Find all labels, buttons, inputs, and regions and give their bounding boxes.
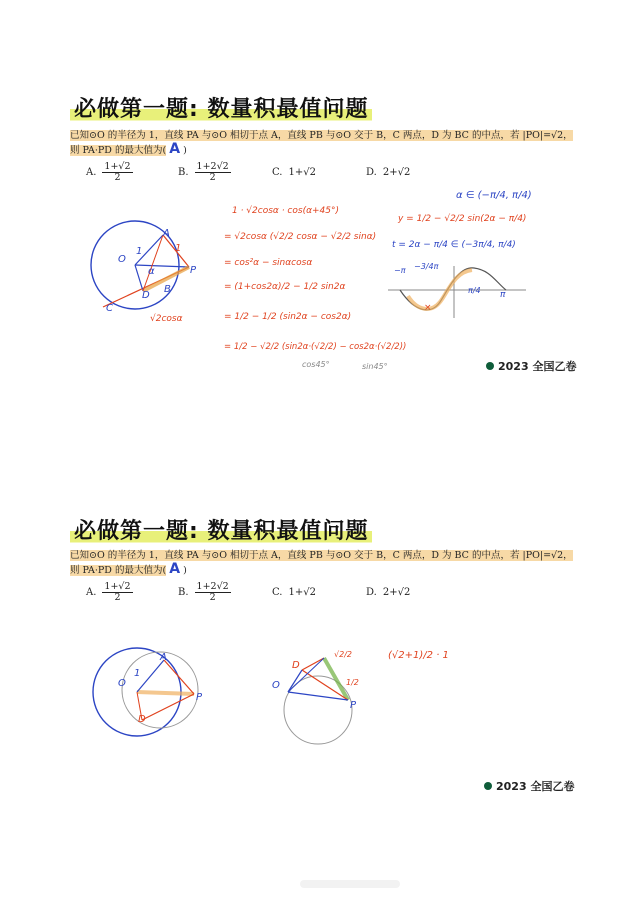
y-equation: y = 1/2 − √2/2 sin(2α − π/4) (398, 214, 527, 224)
option-b-2[interactable] (178, 582, 231, 604)
sin45-note: sin45° (362, 362, 388, 371)
fraction-num: 1+2√2 (196, 581, 229, 592)
option-letter: D. (366, 587, 377, 598)
label-d: D (142, 290, 150, 301)
line-pa-2 (164, 660, 194, 694)
line-pd-2 (142, 694, 194, 720)
answer-mark: A (169, 561, 181, 577)
problem-text: 已知⊙O 的半径为 1，直线 PA 与⊙O 相切于点 A，直线 PB 与⊙O 交于 B，C 两点，D 为 BC 的中点，若 |PO|=√2， (70, 130, 573, 141)
label-o-2: O (118, 678, 126, 689)
badge-dot-icon (484, 782, 492, 790)
work-step-6: = 1/2 − √2/2 (sin2α·(√2/2) − cos2α·(√2/2)) (224, 342, 407, 352)
graph-neg-3pi4: −3/4π (414, 262, 439, 271)
option-letter: A. (86, 167, 97, 179)
page-bottom-bar (300, 880, 400, 888)
badge-text: 2023 全国乙卷 (496, 780, 575, 793)
line-ap (324, 658, 348, 700)
fraction-num: 1+√2 (104, 161, 131, 172)
label-d-2: D (138, 714, 146, 725)
problem-question: 则 PA·PD 的最大值为( (70, 145, 167, 156)
cos45-note: cos45° (302, 360, 330, 369)
label-alpha: α (148, 266, 155, 277)
work-step-1: 1 · √2cosα · cos(α+45°) (232, 206, 340, 216)
label-o: O (118, 254, 126, 265)
line-oa-2 (137, 660, 164, 692)
label-1: 1 (136, 246, 143, 257)
problem-text: 已知⊙O 的半径为 1，直线 PA 与⊙O 相切于点 A，直线 PB 与⊙O 交于 B，C 两点，D 为 BC 的中点，若 |PO|=√2， (70, 550, 573, 561)
graph-pi4: π/4 (468, 286, 481, 295)
problem-line-1b (70, 547, 573, 561)
badge-text: 2023 全国乙卷 (498, 360, 577, 373)
alpha-range: α ∈ (−π/4, π/4) (456, 190, 532, 201)
min-mark: × (424, 303, 432, 313)
result-expression: (√2+1)/2 · 1 (388, 650, 449, 661)
label-half: 1/2 (346, 678, 359, 687)
fraction-num: 1+√2 (104, 581, 131, 592)
option-value: 1+√2 (288, 587, 316, 598)
work-step-5: = 1/2 − 1/2 (sin2α − cos2α) (224, 312, 352, 322)
line-op-3 (288, 692, 348, 700)
fraction-den: 2 (209, 592, 216, 604)
fraction-den: 2 (114, 172, 121, 184)
graph-pi: π (500, 290, 506, 300)
option-c-2[interactable] (272, 587, 316, 598)
label-p-3: P (350, 700, 357, 711)
label-b: B (164, 284, 171, 295)
option-value: 2+√2 (382, 587, 411, 598)
page-title-2: 必做第一题: 数量积最值问题 (70, 514, 372, 545)
option-value: 2+√2 (382, 167, 411, 178)
source-badge-2 (484, 778, 574, 794)
close-paren: ) (183, 565, 187, 576)
work-step-2: = √2cosα (√2/2 cosα − √2/2 sinα) (224, 232, 377, 242)
answer-mark: A (169, 141, 181, 157)
geometry-figure-2 (92, 640, 212, 750)
fraction-den: 2 (114, 592, 121, 604)
fraction-num: 1+2√2 (196, 161, 229, 172)
option-value: 1+√2 (288, 167, 316, 178)
label-a: A (163, 228, 170, 239)
label-a-2: A (160, 652, 167, 663)
option-letter: C. (272, 587, 283, 598)
option-letter: B. (178, 587, 189, 599)
option-a-2[interactable] (86, 582, 133, 604)
label-d-3: D (292, 660, 300, 671)
option-letter: D. (366, 167, 377, 178)
label-1b: 1 (175, 243, 182, 254)
option-d-2[interactable] (366, 587, 410, 598)
graph-neg-pi: −π (394, 266, 406, 275)
label-p: P (190, 265, 197, 276)
option-fraction (102, 582, 132, 604)
option-letter: B. (178, 167, 189, 179)
label-p-2: P (196, 692, 203, 703)
work-step-3: = cos²α − sinαcosα (224, 258, 313, 268)
work-step-4: = (1+cos2α)/2 − 1/2 sin2α (224, 282, 346, 292)
option-letter: C. (272, 167, 283, 178)
label-r2: √2/2 (334, 650, 352, 659)
close-paren: ) (183, 145, 187, 156)
label-o-3: O (272, 680, 280, 691)
fraction-den: 2 (209, 172, 216, 184)
circle-grey (122, 652, 198, 728)
problem-question: 则 PA·PD 的最大值为( (70, 565, 167, 576)
line-op-2 (137, 692, 194, 694)
t-equation: t = 2α − π/4 ∈ (−3π/4, π/4) (392, 240, 516, 250)
option-fraction (195, 582, 231, 604)
problem-line-2b (70, 561, 187, 577)
label-1-2: 1 (134, 668, 141, 679)
page-title: 必做第一题: 数量积最值问题 (70, 92, 372, 123)
label-root-cos: √2cosα (150, 314, 183, 324)
label-c: C (106, 303, 113, 314)
option-letter: A. (86, 587, 97, 599)
